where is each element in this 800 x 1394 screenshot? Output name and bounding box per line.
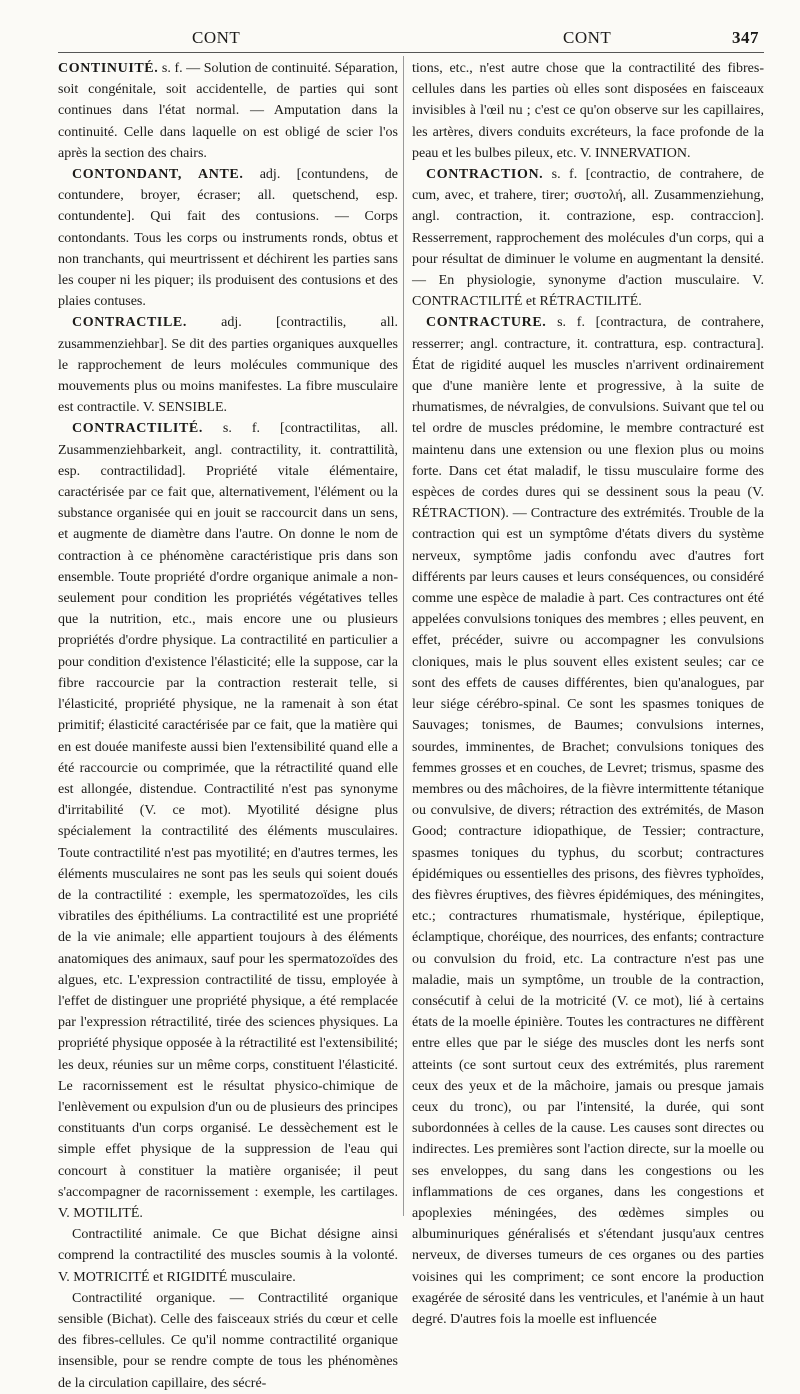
entry-continuation xyxy=(412,58,764,164)
headword: CONTRACTILE. xyxy=(72,315,187,331)
entry-text: adj. [contractilis, all. zusammenziehbar]. Se dit des parties organiques auxquelles le rapprochement de leurs molécules communique des mouvements plus ou moins manifestes. La fibre musculaire est contractile. V. SENSIBLE. xyxy=(58,315,398,416)
entry-contondant xyxy=(58,164,398,312)
entry-text: s. f. [contractio, de contrahere, de cum, avec, et trahere, tirer; συστολή, all. Zusammenziehung, angl. contraction, it. contrazione, esp. contraccion]. Resserrement, rapprochement des molécules d'un corps, qui a pour résultat de diminuer le volume en augmentant la densité. — En physiologie, synonyme d'action musculaire. V. CONTRACTILITÉ et RÉTRACTILITÉ. xyxy=(412,167,764,310)
headword: CONTONDANT, ANTE. xyxy=(72,167,244,183)
subentry-contractilite-animale xyxy=(58,1224,398,1288)
entry-text: Contractilité animale. Ce que Bichat désigne ainsi comprend la contractilité des muscles soumis à la volonté. V. MOTRICITÉ et RIGIDITÉ musculaire. xyxy=(58,1227,398,1285)
running-header xyxy=(0,28,800,52)
right-column xyxy=(412,58,764,1330)
left-running-head: CONT xyxy=(192,28,241,47)
headword: CONTRACTURE. xyxy=(426,315,547,331)
subentry-contractilite-organique xyxy=(58,1288,398,1394)
entry-text: s. f. [contractura, de contrahere, resserrer; angl. contracture, it. contrattura, esp. contractura]. État de rigidité auquel les muscles n'arrivent ordinairement que d'une manière lente et progressive, à la suite de rhumatismes, de névralgies, de convulsions. Suivant que tel ou tel ordre de muscles prédomine, le membre contracturé est maintenu dans une extension ou une flexion plus ou moins forte. Dans cet état maladif, le tissu musculaire forme des espèces de cordes dures qui se dessinent sous la peau (V. RÉTRACTION). — Contracture des extrémités. Trouble de la contraction qui est un symptôme d'états divers du système nerveux, symptôme jadis confondu avec d'autres fort différents par leurs causes et leurs conséquences, ou considéré comme une espèce de maladie à part. Ces contractures ont été appelées convulsions toniques des membres ; elles peuvent, en effet, précéder, suivre ou accompagner les convulsions cloniques, mais le plus souvent elles existent seules; car ce sont des effets de causes différentes, bien qu'analogues, par leur siége cérébro-spinal. Ce sont les spasmes toniques de Sauvages; tonismes, de Baumes; convulsions internes, sourdes, imminentes, de Brachet; convulsions toniques des femmes grosses et en couches, de Levret; trismus, spasme des membres ou des mâchoires, de la fièvre intermittente tétanique ou convulsive, de divers; rétraction des extrémités, de Mason Good; contracture idiopathique, de Tessier; contracture, spasmes toniques du typhus, du scorbut; contractures épidémiques ou essentielles des prisons, des fièvres typhoïdes, des fièvres éruptives, des fièvres épidémiques, des méningites, etc.; contractures rhumatismale, hystérique, épileptique, éclamptique, choréique, des nourrices, des enfants; contracture ou convulsion du froid, etc. La contracture n'est pas une maladie, mais un symptôme, un trouble de la contraction, consécutif à celui de la motricité (V. ce mot), lié à certains états de la moelle épinière. Toutes les contractures ne diffèrent entre elles que par le siége des muscles dont les nerfs sont atteints (ce sont surtout ceux des extrémités, plus rarement ceux des yeux et de la mâchoire, jamais ou presque jamais ceux du tronc), ou par l'intensité, la durée, qui sont subordonnées à celles de la cause. Les causes sont directes ou indirectes. Les premières sont l'action directe, sur la moelle ou ses enveloppes, du sang dans les congestions ou les inflammations de ces organes, dans les congestions et apoplexies méningées, des œdèmes simples ou albuminuriques généralisés et s'étendant jusqu'aux centres nerveux, de diverses tumeurs de ces organes ou des parties voisines qui les compriment; ce sont encore la production exagérée de sérosité dans les ventricules, et l'anémie à un haut degré. D'autres fois la moelle est influencée xyxy=(412,315,764,1327)
entry-text: s. f. [contractilitas, all. Zusammenziehbarkeit, angl. contractility, it. contrattilità, esp. contractilidad]. Propriété vitale élémentaire, caractérisée par ce fait que, alternativement, l'élément ou la substance organisée qui en jouit se raccourcit dans un sens, et augmente de diamètre dans l'autre. On donne le nom de contraction à ce phénomène caractéristique pris dans son ensemble. Toute propriété d'ordre organique animale a non-seulement pour condition les propriétés végétatives telles que la nutrition, etc., mais encore une ou plusieurs propriétés d'ordre physique. La contractilité en particulier a pour condition d'existence l'élasticité; elle la suppose, car la fibre raccourcie par la contraction resterait telle, si l'élasticité, propriété physique, ne la ramenait à son état primitif; élasticité caractérisée par ce fait, que la matière qui en est douée manifeste aussi bien l'extensibilité quand elle a été raccourcie ou comprimée, que la rétractilité quand elle est allongée, distendue. Contractilité n'est pas synonyme d'irritabilité (V. ce mot). Myotilité désigne plus spécialement la contractilité des éléments musculaires. Toute contractilité n'est pas myotilité; en d'autres termes, les éléments musculaires ne sont pas les seuls qui soient doués de la contractilité : exemple, les spermatozoïdes, les cils vibratiles des épithéliums. La contractilité est une propriété de la vie animale; elle appartient toujours à des éléments anatomiques des animaux, sauf pour les spermatozoïdes des algues, etc. L'expression contractilité de tissu, employée à l'effet de distinguer une propriété physique, a été remplacée par l'expression rétractilité, tirée des sciences physiques. La propriété physique opposée à la rétractilité est l'extensibilité; les deux, réunies sur un même corps, constituent l'élasticité. Le racornissement est le résultat physico-chimique de l'enlèvement ou expulsion d'un ou de plusieurs des principes constituants d'un corps organisé. Le dessèchement est le simple effet physique de la suppression de l'eau qui concourt à constituer la matière organisée; il peut s'accompagner de racornissement : exemple, les cartilages. V. MOTILITÉ. xyxy=(58,421,398,1221)
entry-continuite xyxy=(58,58,398,164)
column-divider xyxy=(403,56,404,1216)
entry-text: Contractilité organique. — Contractilité organique sensible (Bichat). Celle des faisceaux striés du cœur et celle des fibres-cellules. Ce qu'il nomme contractilité organique insensible, pour se rendre compte de tous les phénomènes de la circulation capillaire, des sécré- xyxy=(58,1290,398,1391)
entry-contraction xyxy=(412,164,764,312)
entry-contractilite xyxy=(58,418,398,1224)
entry-text: tions, etc., n'est autre chose que la contractilité des fibres-cellules dans les parties où elles sont disposées en faisceaux invisibles à l'œil nu ; c'est ce qu'on observe sur les capillaires, les artères, divers conduits excréteurs, la face profonde de la peau et les bulbes pileux, etc. V. INNERVATION. xyxy=(412,61,764,161)
entry-text: s. f. — Solution de continuité. Séparation, soit congénitale, soit accidentelle, de parties qui sont continues dans l'état normal. — Amputation dans la continuité. Celle dans laquelle on est obligé de scier l'os après la section des chairs. xyxy=(58,61,398,161)
headword: CONTRACTILITÉ. xyxy=(72,421,203,437)
page-number: 347 xyxy=(732,28,759,47)
entry-contractile xyxy=(58,312,398,418)
header-rule xyxy=(58,52,764,53)
right-running-head: CONT xyxy=(563,28,612,47)
left-column xyxy=(58,58,398,1394)
entry-contracture xyxy=(412,312,764,1330)
headword: CONTINUITÉ. xyxy=(58,61,159,76)
headword: CONTRACTION. xyxy=(426,167,544,183)
entry-text: adj. [contundens, de contundere, broyer, écraser; all. quetschend, esp. contundente]. Qui fait des contusions. — Corps contondants. Tous les corps ou instruments ronds, obtus et non tranchants, qui meurtrissent et déchirent les parties sans les couper ni les piquer; ils produisent des contusions et des plaies contuses. xyxy=(58,167,399,310)
